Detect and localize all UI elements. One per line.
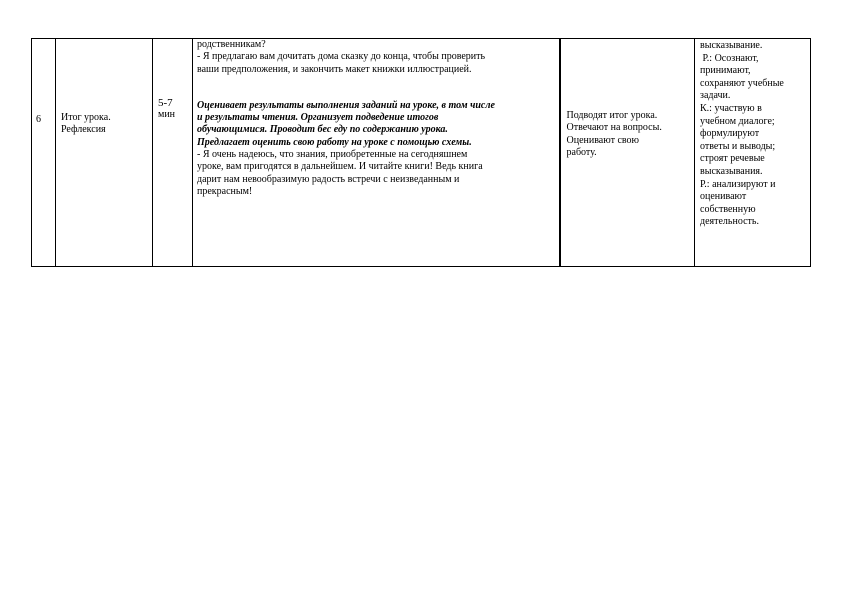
- students-text-line: Отвечают на вопросы.: [566, 122, 662, 134]
- uud-line: собственную: [700, 203, 756, 215]
- teacher-text-line: ваши предположения, и закончить макет книжки иллюстрацией.: [197, 63, 472, 75]
- uud-cell: [695, 39, 811, 267]
- teacher-italic-line: обучающимися. Проводит бес еду по содержанию урока.: [197, 124, 448, 136]
- teacher-activity-cell: [193, 39, 560, 267]
- row-number-cell: [32, 39, 56, 267]
- teacher-italic-line: Предлагает оценить свою работу на уроке с помощью схемы.: [197, 136, 472, 148]
- teacher-text-line: - Я очень надеюсь, что знания, приобретенные на сегодняшнем: [197, 149, 468, 161]
- uud-line: высказывания.: [700, 165, 763, 177]
- time-cell: [153, 39, 193, 267]
- uud-line: учебном диалоге;: [700, 115, 775, 127]
- uud-line: принимают,: [700, 65, 751, 77]
- uud-line: К.: участвую в: [700, 102, 762, 114]
- uud-line: задачи.: [700, 90, 731, 102]
- uud-line: Р.: анализируют и: [700, 178, 776, 190]
- students-text-line: Оценивают свою: [566, 134, 640, 146]
- uud-line: деятельность.: [700, 216, 759, 228]
- students-activity-cell: [560, 39, 695, 267]
- uud-line: Р.: Осознают,: [700, 52, 759, 64]
- teacher-italic-line: и результаты чтения. Организует подведение итогов: [197, 112, 439, 124]
- uud-line: сохраняют учебные: [700, 77, 784, 89]
- table-row: [32, 39, 811, 267]
- stage-line: Итог урока.: [61, 112, 111, 123]
- stage-cell: [56, 39, 153, 267]
- teacher-text-line: дарит нам невообразимую радость встречи с неизведанным и: [197, 173, 460, 185]
- teacher-text-line: прекрасным!: [197, 185, 253, 197]
- teacher-text-line: родственникам?: [197, 39, 266, 50]
- students-text-line: работу.: [566, 146, 597, 158]
- time-line: 5-7: [158, 97, 173, 109]
- uud-line: строят речевые: [700, 153, 765, 165]
- stage-line: Рефлексия: [61, 124, 106, 136]
- time-line: мин: [158, 109, 176, 121]
- spacer: [197, 76, 555, 100]
- students-text-line: Подводят итог урока.: [566, 110, 658, 121]
- uud-line: формулируют: [700, 128, 760, 140]
- teacher-italic-line: Оценивает результаты выполнения заданий на уроке, в том числе: [197, 99, 495, 111]
- row-number: 6: [36, 114, 41, 125]
- lesson-plan-table: [31, 38, 811, 267]
- teacher-text-line: - Я предлагаю вам дочитать дома сказку до конца, чтобы проверить: [197, 51, 486, 63]
- uud-line: оценивают: [700, 191, 747, 203]
- teacher-text-line: уроке, вам пригодятся в дальнейшем. И читайте книги! Ведь книга: [197, 161, 483, 173]
- uud-line: высказывание.: [700, 40, 763, 51]
- uud-line: ответы и выводы;: [700, 140, 776, 152]
